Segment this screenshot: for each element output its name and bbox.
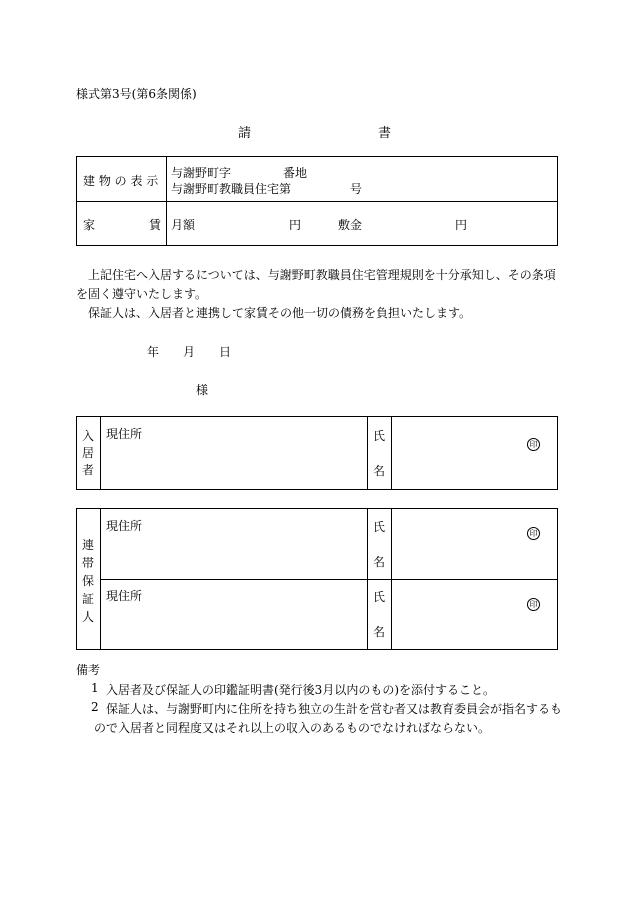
- title-char-right: 書: [378, 126, 392, 141]
- guarantor2-name-label-1: 氏: [372, 590, 385, 604]
- note1-text: 入居者及び保証人の印鑑証明書(発行後3月以内のもの)を添付すること。: [106, 683, 496, 697]
- body-para2: 保証人は、入居者と連携して家賃その他一切の債務を負担いたします。: [88, 306, 472, 320]
- tenant-name-label-1: 氏: [372, 429, 385, 443]
- building-label: 建 物 の 表 示: [83, 174, 159, 188]
- guarantor1-seal-icon: 印: [527, 527, 540, 540]
- guarantor-label-2: 帯: [81, 556, 94, 570]
- guarantor1-name-label-1: 氏: [372, 520, 385, 534]
- body-para1-line2: を固く遵守いたします。: [76, 287, 208, 301]
- rent-label-a: 家: [83, 218, 96, 232]
- yen-deposit: 円: [455, 218, 468, 232]
- guarantor-row-divider: [100, 579, 558, 580]
- guarantor1-address-label: 現住所: [106, 519, 143, 533]
- rent-label-b: 賃: [149, 218, 162, 232]
- guarantor2-name-label-2: 名: [372, 625, 385, 639]
- guarantor-label-5: 人: [81, 610, 94, 624]
- building-line1-b: 番地: [283, 166, 308, 180]
- tenant-col-divider-2: [367, 416, 368, 490]
- property-table-row-divider: [76, 201, 558, 202]
- date-day: 日: [219, 345, 232, 359]
- notes-heading: 備考: [76, 663, 101, 677]
- guarantor-label-1: 連: [81, 538, 94, 552]
- tenant-seal-icon: 印: [527, 438, 540, 451]
- form-number: 様式第3号(第6条関係): [76, 87, 197, 101]
- body-para1-line1: 上記住宅へ入居するについては、与謝野町教職員住宅管理規則を十分承知し、その条項: [88, 268, 556, 282]
- date-month: 月: [183, 345, 196, 359]
- guarantor-label-3: 保: [81, 574, 94, 588]
- guarantor-label-4: 証: [81, 592, 94, 606]
- yen-monthly: 円: [289, 218, 302, 232]
- guarantor2-address-label: 現住所: [106, 589, 143, 603]
- addressee-sama: 様: [196, 383, 209, 397]
- tenant-label-3: 者: [81, 463, 94, 477]
- guarantor1-name-label-2: 名: [372, 555, 385, 569]
- title-char-left: 請: [238, 126, 252, 141]
- note2-number: 2: [91, 700, 99, 714]
- property-table-col-divider: [166, 156, 167, 246]
- tenant-name-label-2: 名: [372, 464, 385, 478]
- building-line1-a: 与謝野町字: [171, 166, 232, 180]
- monthly-label: 月額: [171, 218, 196, 232]
- tenant-label-2: 居: [81, 446, 94, 460]
- tenant-col-divider-3: [391, 416, 392, 490]
- tenant-table: [76, 416, 558, 490]
- note2-text-line2: ので入居者と同程度又はそれ以上の収入のあるものでなければならない。: [94, 721, 491, 735]
- note2-text-line1: 保証人は、与謝野町内に住所を持ち独立の生計を営む者又は教育委員会が指名するも: [106, 702, 563, 716]
- date-year: 年: [147, 345, 160, 359]
- building-line2-a: 与謝野町教職員住宅第: [171, 182, 292, 196]
- deposit-label: 敷金: [338, 218, 363, 232]
- note1-number: 1: [91, 681, 99, 695]
- building-line2-b: 号: [350, 182, 363, 196]
- tenant-col-divider-1: [100, 416, 101, 490]
- guarantor2-seal-icon: 印: [527, 598, 540, 611]
- tenant-label-1: 入: [81, 429, 94, 443]
- tenant-address-label: 現住所: [106, 427, 143, 441]
